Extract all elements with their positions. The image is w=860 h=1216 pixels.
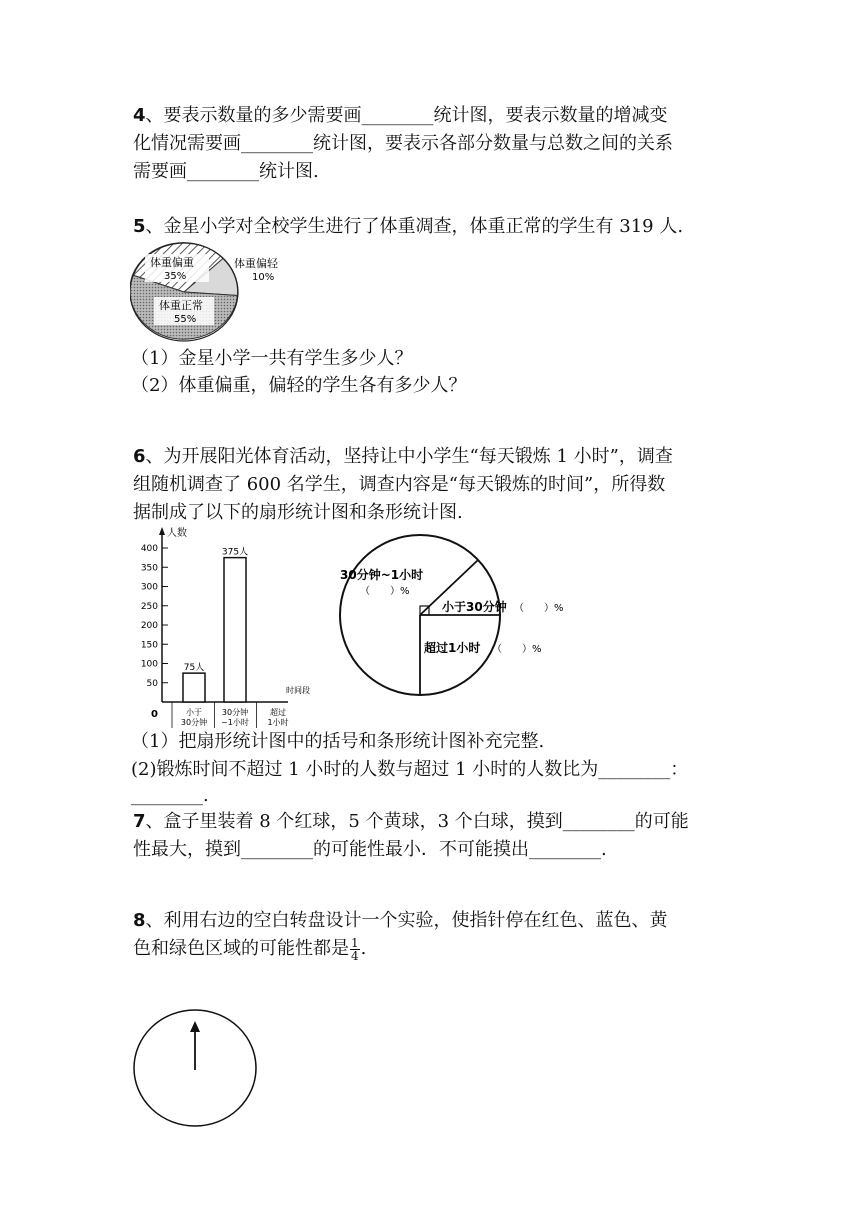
q7-number: 7 (133, 811, 146, 832)
arrow-up-icon (159, 527, 165, 535)
q8-fraction (350, 937, 360, 962)
bar-y-tick-label: 300 (140, 582, 158, 593)
bar-category-label: 30分钟 (180, 718, 208, 727)
bar-y-tick-label: 50 (146, 678, 158, 689)
pie5-pct-light: 10% (252, 272, 275, 283)
q8-frac-num: 1 (351, 935, 359, 950)
q6-sub-2: (2)锻炼时间不超过 1 小时的人数与超过 1 小时的人数比为________： (131, 759, 689, 780)
q6-sub-1: （1）把扇形统计图中的括号和条形统计图补充完整. (131, 731, 545, 752)
pie6-pct-lt30: （ ）% (514, 603, 564, 614)
bar-y-tick-label: 100 (140, 659, 158, 670)
q4-line-2: 化情况需要画________统计图，要表示各部分数量与总数之间的关系 (133, 133, 673, 154)
arrow-up-icon (190, 1021, 200, 1032)
pie5-label-normal: 体重正常 (159, 299, 203, 312)
q7-text-1: 、盒子里装着 8 个红球，5 个黄球，3 个白球，摸到________的可能 (145, 811, 689, 832)
bar-y-tick-label: 350 (140, 563, 158, 574)
bar-category-label: 1小时 (267, 718, 289, 727)
bar-y-label: 人数 (167, 528, 187, 539)
q8-text-2-end: . (360, 938, 367, 959)
q6-text-1: 、为开展阳光体育活动，坚持让中小学生“每天锻炼 1 小时”，调查 (145, 446, 673, 467)
q5-text: 、金星小学对全校学生进行了体重凋查，体重正常的学生有 319 人. (145, 216, 684, 237)
q4-text-1: 、要表示数量的多少需要画________统计图，要表示数量的增减变 (145, 105, 668, 126)
q4-number: 4 (133, 105, 146, 126)
bar-value-label: 75人 (183, 663, 205, 674)
q6-pie-chart (338, 528, 598, 703)
pie5-pct-heavy: 35% (164, 271, 187, 282)
q8-frac-den: 4 (351, 948, 359, 963)
bar-y-tick-label: 400 (140, 544, 158, 554)
q5-sub-1: （1）金星小学一共有学生多少人？ (131, 348, 413, 369)
bar-category-label: 小于 (186, 708, 202, 717)
bar-rect (224, 558, 246, 702)
bar-rect (183, 673, 205, 702)
q4-line-3: 需要画________统计图. (133, 161, 319, 182)
bar-y-tick-label: 150 (140, 640, 158, 651)
pie5-label-light: 体重偏轻 (234, 257, 278, 270)
q8-spinner (130, 1006, 264, 1132)
q5-line-1 (133, 214, 683, 240)
pie6-pct-gt60: （ ）% (492, 644, 542, 655)
q5-number: 5 (133, 216, 146, 237)
pie6-label-30-60: 30分钟~1小时 (340, 568, 424, 582)
pie6-label-gt60: 超过1小时 (424, 641, 481, 655)
q6-number: 6 (133, 446, 146, 467)
pie6-pct-30-60: （ ）% (360, 586, 410, 597)
pie5-pct-normal: 55% (174, 314, 197, 325)
q8-text-2: 色和绿色区域的可能性都是 (133, 938, 349, 959)
q4-line-1 (133, 103, 668, 129)
q8-text-1: 、利用右边的空白转盘设计一个实验，使指针停在红色、蓝色、黄 (145, 910, 668, 931)
pie5-label-heavy: 体重偏重 (150, 256, 194, 269)
q5-sub-2: （2）体重偏重，偏轻的学生各有多少人？ (131, 375, 467, 396)
bar-category-label: 30分钟 (221, 708, 249, 717)
q7-line-2: 性最大，摸到________的可能性最小．不可能摸出________. (133, 839, 607, 860)
q6-line-1 (133, 444, 673, 470)
bar-origin-label: 0 (151, 709, 158, 720)
bar-category-label: ~1小时 (221, 718, 249, 727)
pie6-label-lt30: 小于30分钟 (442, 600, 507, 614)
q6-line-2: 组随机调查了 600 名学生，调查内容是“每天锻炼的时间”，所得数 (133, 474, 666, 495)
q6-sub-3: ________. (131, 785, 209, 806)
bar-x-label: 时间段 (286, 686, 310, 695)
bar-value-label: 375人 (221, 547, 249, 558)
q6-line-3: 据制成了以下的扇形统计图和条形统计图. (133, 502, 463, 523)
q7-line-1 (133, 809, 689, 835)
bar-y-tick-label: 200 (140, 621, 158, 631)
q5-pie-chart (130, 242, 310, 347)
bar-y-tick-label: 250 (140, 601, 158, 612)
q8-line-1 (133, 908, 668, 934)
bar-category-label: 超过 (270, 708, 286, 717)
q8-line-2 (133, 936, 366, 962)
q8-number: 8 (133, 910, 146, 931)
q6-bar-chart (128, 525, 328, 730)
